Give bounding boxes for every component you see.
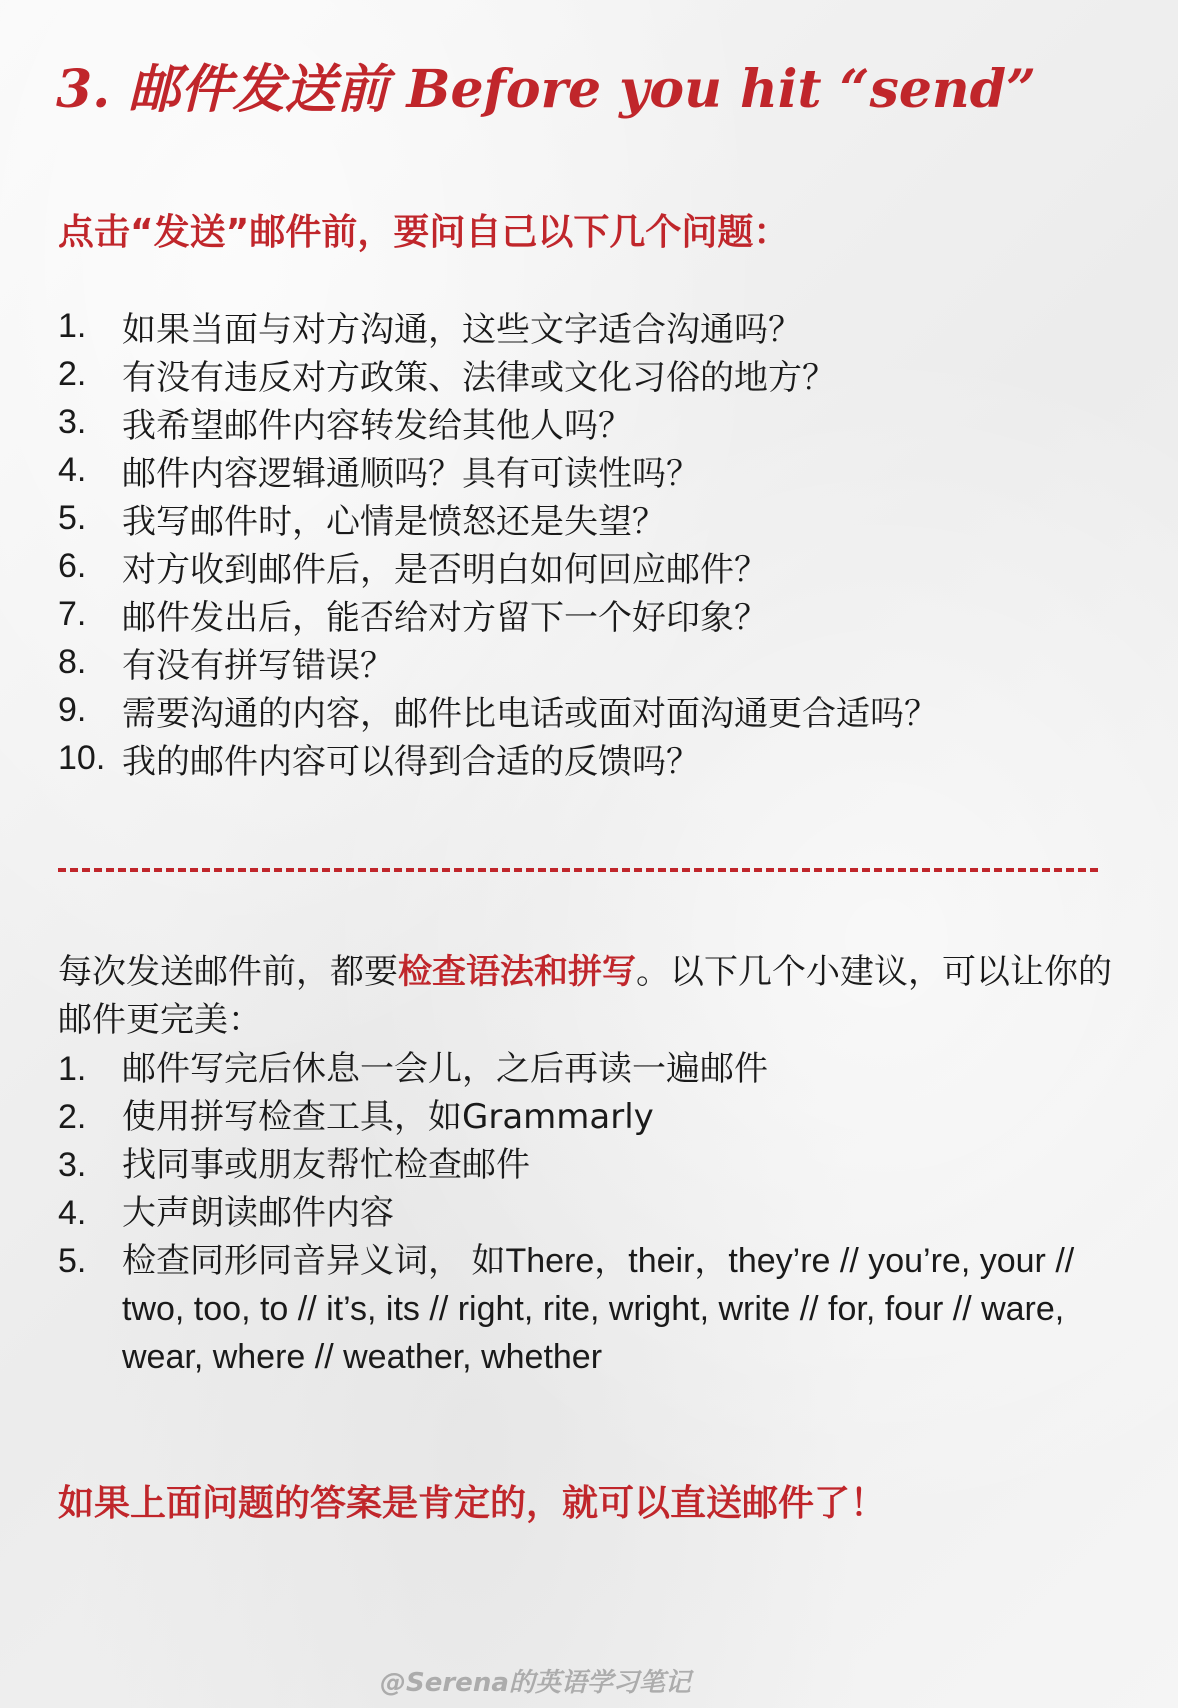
item-text: 有没有违反对方政策、法律或文化习俗的地方？ (122, 357, 836, 398)
intro-text-continued: 。以下几个小建议，可以让你的邮件更完美： (58, 952, 1112, 1040)
item-number: 8. (58, 642, 87, 681)
item-text: 我希望邮件内容转发给其他人吗？ (122, 405, 632, 446)
dashed-divider (58, 868, 1098, 872)
item-text: 对方收到邮件后，是否明白如何回应邮件？ (122, 549, 768, 590)
item-number: 6. (58, 546, 87, 585)
list-item (58, 638, 1118, 686)
item-text: 我的邮件内容可以得到合适的反馈吗？ (122, 741, 700, 782)
item-number: 3. (58, 402, 87, 441)
list-item (58, 446, 1118, 494)
intro-highlight: 检查语法和拼写 (398, 952, 636, 992)
item-number: 2. (58, 1098, 87, 1136)
conclusion-text: 如果上面问题的答案是肯定的，就可以直送邮件了！ (58, 1483, 887, 1524)
section-subtitle: 点击“发送”邮件前，要问自己以下几个问题： (58, 212, 790, 253)
item-text: 需要沟通的内容，邮件比电话或面对面沟通更合适吗？ (122, 693, 938, 734)
item-text: 邮件内容逻辑通顺吗？具有可读性吗？ (122, 453, 700, 494)
list-item (58, 350, 1118, 398)
list-item (58, 1189, 1128, 1237)
item-number: 10. (58, 738, 106, 777)
list-item (58, 494, 1118, 542)
list-item (58, 686, 1118, 734)
item-number: 3. (58, 1146, 87, 1184)
list-item (58, 1045, 1128, 1093)
item-number: 1. (58, 306, 87, 345)
item-text: 邮件发出后，能否给对方留下一个好印象？ (122, 597, 768, 638)
page-title: 3. 邮件发送前 Before you hit “send” (56, 59, 1037, 120)
item-number: 5. (58, 1242, 87, 1280)
item-text: 找同事或朋友帮忙检查邮件 (122, 1145, 530, 1185)
list-item (58, 590, 1118, 638)
watermark: @Serena的英语学习笔记 (380, 1668, 691, 1698)
list-item (58, 1237, 1128, 1381)
item-text: 邮件写完后休息一会儿，之后再读一遍邮件 (122, 1049, 768, 1089)
item-number: 4. (58, 450, 87, 489)
item-number: 7. (58, 594, 87, 633)
item-text: 如果当面与对方沟通，这些文字适合沟通吗？ (122, 309, 802, 350)
item-text: 检查同形同音异义词， 如There，their，they’re // you’re, your // two, too, to // it’s, its // right, rite, wright, write // for, four // ware, wear, where // weather, whether (122, 1242, 1075, 1376)
intro-paragraph (58, 948, 1118, 1044)
list-item (58, 398, 1118, 446)
list-item (58, 1093, 1128, 1141)
item-number: 2. (58, 354, 87, 393)
item-text: 大声朗读邮件内容 (122, 1193, 394, 1233)
item-text: 有没有拼写错误？ (122, 645, 394, 686)
questions-list (58, 302, 1118, 782)
item-number: 5. (58, 498, 87, 537)
list-item (58, 734, 1118, 782)
item-text: 使用拼写检查工具，如Grammarly (122, 1097, 654, 1137)
list-item (58, 542, 1118, 590)
item-number: 9. (58, 690, 87, 729)
tips-list (58, 1045, 1128, 1381)
list-item (58, 302, 1118, 350)
item-text: 我写邮件时，心情是愤怒还是失望？ (122, 501, 666, 542)
item-number: 1. (58, 1050, 87, 1088)
list-item (58, 1141, 1128, 1189)
intro-text: 每次发送邮件前，都要 (58, 952, 398, 992)
item-number: 4. (58, 1194, 87, 1232)
